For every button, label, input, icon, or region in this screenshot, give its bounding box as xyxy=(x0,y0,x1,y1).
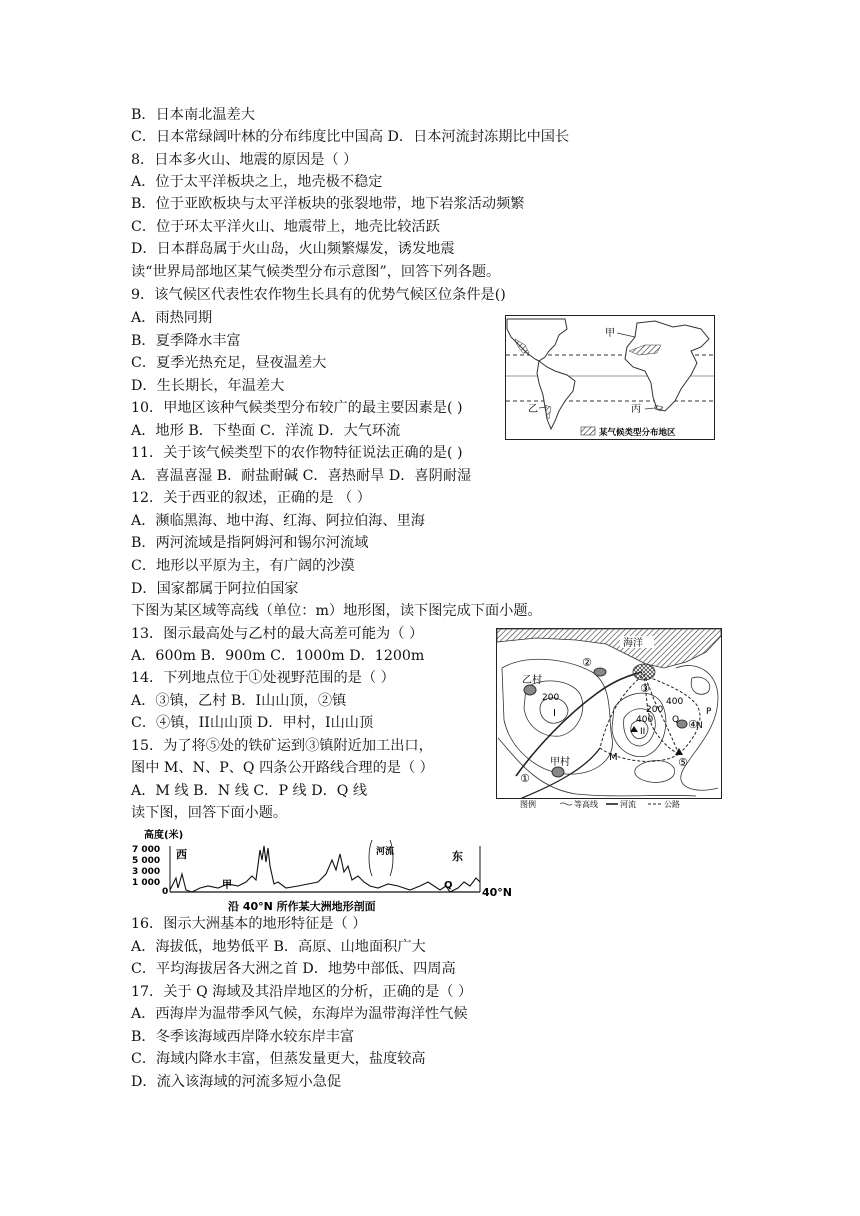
label-latitude: 40°N xyxy=(482,886,513,899)
text-line: D．日本群岛属于火山岛，火山频繁爆发，诱发地震 xyxy=(131,241,455,257)
text-line: C．日本常绿阔叶林的分布纬度比中国高 D．日本河流封冻期比中国长 xyxy=(131,129,570,145)
text-line: 14．下列地点位于①处视野范围的是（ ） xyxy=(131,670,395,686)
text-line: C．地形以平原为主，有广阔的沙漠 xyxy=(131,558,355,574)
label-n3: ③ xyxy=(640,682,650,695)
settlement-jiacun xyxy=(552,767,564,777)
legend-contour: 等高线 xyxy=(574,800,598,809)
text-line: A．位于太平洋板块之上，地壳极不稳定 xyxy=(131,174,383,190)
legend-swatch xyxy=(581,427,595,435)
text-line: 16．图示大洲基本的地形特征是（ ） xyxy=(131,916,367,932)
label-west: 西 xyxy=(176,848,187,861)
text-line: C．夏季光热充足，昼夜温差大 xyxy=(131,355,327,371)
label-q: Q xyxy=(444,880,453,891)
text-line: A．喜温喜湿 B．耐盐耐碱 C．喜热耐旱 D．喜阴耐湿 xyxy=(131,468,472,484)
legend-river: 河流 xyxy=(620,800,636,809)
text-line: A．地形 B．下垫面 C．洋流 D．大气环流 xyxy=(131,423,401,439)
text-line: 读“世界局部地区某气候类型分布示意图”，回答下列各题。 xyxy=(131,264,501,280)
text-line: 12．关于西亚的叙述，正确的是 （ ） xyxy=(131,490,371,506)
label-200-a: 200 xyxy=(542,693,560,703)
text-line: B．两河流域是指阿姆河和锡尔河流域 xyxy=(131,535,369,551)
label-P: P xyxy=(706,707,712,717)
label-N: N xyxy=(696,721,703,731)
ytick: 5 000 xyxy=(132,856,161,866)
text-line: 15．为了将⑤处的铁矿运到③镇附近加工出口， xyxy=(131,738,433,754)
ytick: 7 000 xyxy=(132,845,161,855)
text-line: B．夏季降水丰富 xyxy=(131,333,241,349)
settlement-yicun xyxy=(524,685,536,695)
text-line: 图中 M、N、P、Q 四条公开路线合理的是（ ） xyxy=(131,760,434,776)
label-yi: 乙 xyxy=(528,404,538,415)
label-jia: 甲 xyxy=(605,328,615,339)
text-line: C．海域内降水丰富，但蒸发量更大，盐度较高 xyxy=(131,1051,426,1067)
text-line: 8．日本多火山、地震的原因是（ ） xyxy=(131,152,358,168)
label-n4: ④ xyxy=(688,718,698,731)
legend-label: 某气候类型分布地区 xyxy=(599,428,676,438)
label-east: 东 xyxy=(452,850,463,863)
label-jiacun: 甲村 xyxy=(550,757,570,768)
text-line: D．流入该海域的河流多短小急促 xyxy=(131,1074,342,1090)
legend-road: 公路 xyxy=(664,800,680,809)
settlement-town2 xyxy=(594,668,606,676)
ytick: 0 xyxy=(162,887,169,897)
text-line: C．位于环太平洋火山、地震带上，地壳比较活跃 xyxy=(131,219,440,235)
text-line: 10．甲地区该种气候类型分布较广的最主要因素是( ) xyxy=(131,400,463,416)
text-line: B．位于亚欧板块与太平洋板块的张裂地带，地下岩浆活动频繁 xyxy=(131,196,525,212)
profile-caption: 沿 40°N 所作某大洲地形剖面 xyxy=(228,900,376,912)
ytick: 3 000 xyxy=(132,867,161,877)
text-line: 13．图示最高处与乙村的最大高差可能为（ ） xyxy=(131,626,424,642)
ytick: 1 000 xyxy=(132,878,161,888)
text-line: A．海拔低，地势低平 B．高原、山地面积广大 xyxy=(131,939,426,955)
text-line: D．生长期长，年温差大 xyxy=(131,378,285,394)
label-bing: 丙 xyxy=(631,404,641,415)
label-n5: ⑤ xyxy=(678,756,688,769)
text-line: A．M 线 B．N 线 C．P 线 D．Q 线 xyxy=(131,783,368,799)
label-400: 400 xyxy=(636,715,654,725)
text-line: B．日本南北温差大 xyxy=(131,107,255,123)
label-ocean: 海洋 xyxy=(623,638,643,649)
contour-map xyxy=(496,628,722,810)
label-mountain-II: II xyxy=(640,727,646,737)
climate-distribution-map xyxy=(505,315,715,440)
text-line: A．③镇，乙村 B．I山山顶，②镇 xyxy=(131,693,347,709)
label-Q: Q xyxy=(672,715,680,725)
label-n2: ② xyxy=(582,656,592,669)
label-mountain-I: I xyxy=(553,708,556,719)
label-yicun: 乙村 xyxy=(522,675,542,686)
text-line: 下图为某区域等高线（单位：m）地形图，读下图完成下面小题。 xyxy=(131,603,542,619)
text-line: A．西海岸为温带季风气候，东海岸为温带海洋性气候 xyxy=(131,1006,468,1022)
text-line: A．雨热同期 xyxy=(131,310,213,326)
profile-ylabel: 高度(米) xyxy=(144,830,184,841)
label-jia: 甲 xyxy=(222,880,232,891)
text-line: D．国家都属于阿拉伯国家 xyxy=(131,581,299,597)
text-line: C．④镇，II山山顶 D．甲村，I山山顶 xyxy=(131,715,374,731)
text-line: A．600m B．900m C．1000m D．1200m xyxy=(131,648,425,664)
text-line: 11．关于该气候类型下的农作物特征说法正确的是( ) xyxy=(131,445,463,461)
text-line: A．濒临黑海、地中海、红海、阿拉伯海、里海 xyxy=(131,513,425,529)
legend-title: 图例 xyxy=(520,800,536,809)
text-line: C．平均海拔居各大洲之首 D．地势中部低、四周高 xyxy=(131,961,456,977)
label-n1: ① xyxy=(520,772,530,785)
text-line: 9．该气候区代表性农作物生长具有的优势气候区位条件是() xyxy=(131,287,506,303)
town-3-area xyxy=(633,664,655,680)
label-river: 河流 xyxy=(376,847,395,857)
label-200-b: 200 xyxy=(646,705,664,715)
label-400-b: 400 xyxy=(666,697,684,707)
label-M: M xyxy=(609,752,618,763)
text-line: 17．关于 Q 海域及其沿岸地区的分析，正确的是（ ） xyxy=(131,984,473,1000)
terrain-profile-line xyxy=(170,846,480,892)
terrain-profile-chart xyxy=(128,826,520,912)
text-line: B．冬季该海域西岸降水较东岸丰富 xyxy=(131,1029,355,1045)
text-line: 读下图，回答下面小题。 xyxy=(131,805,288,821)
